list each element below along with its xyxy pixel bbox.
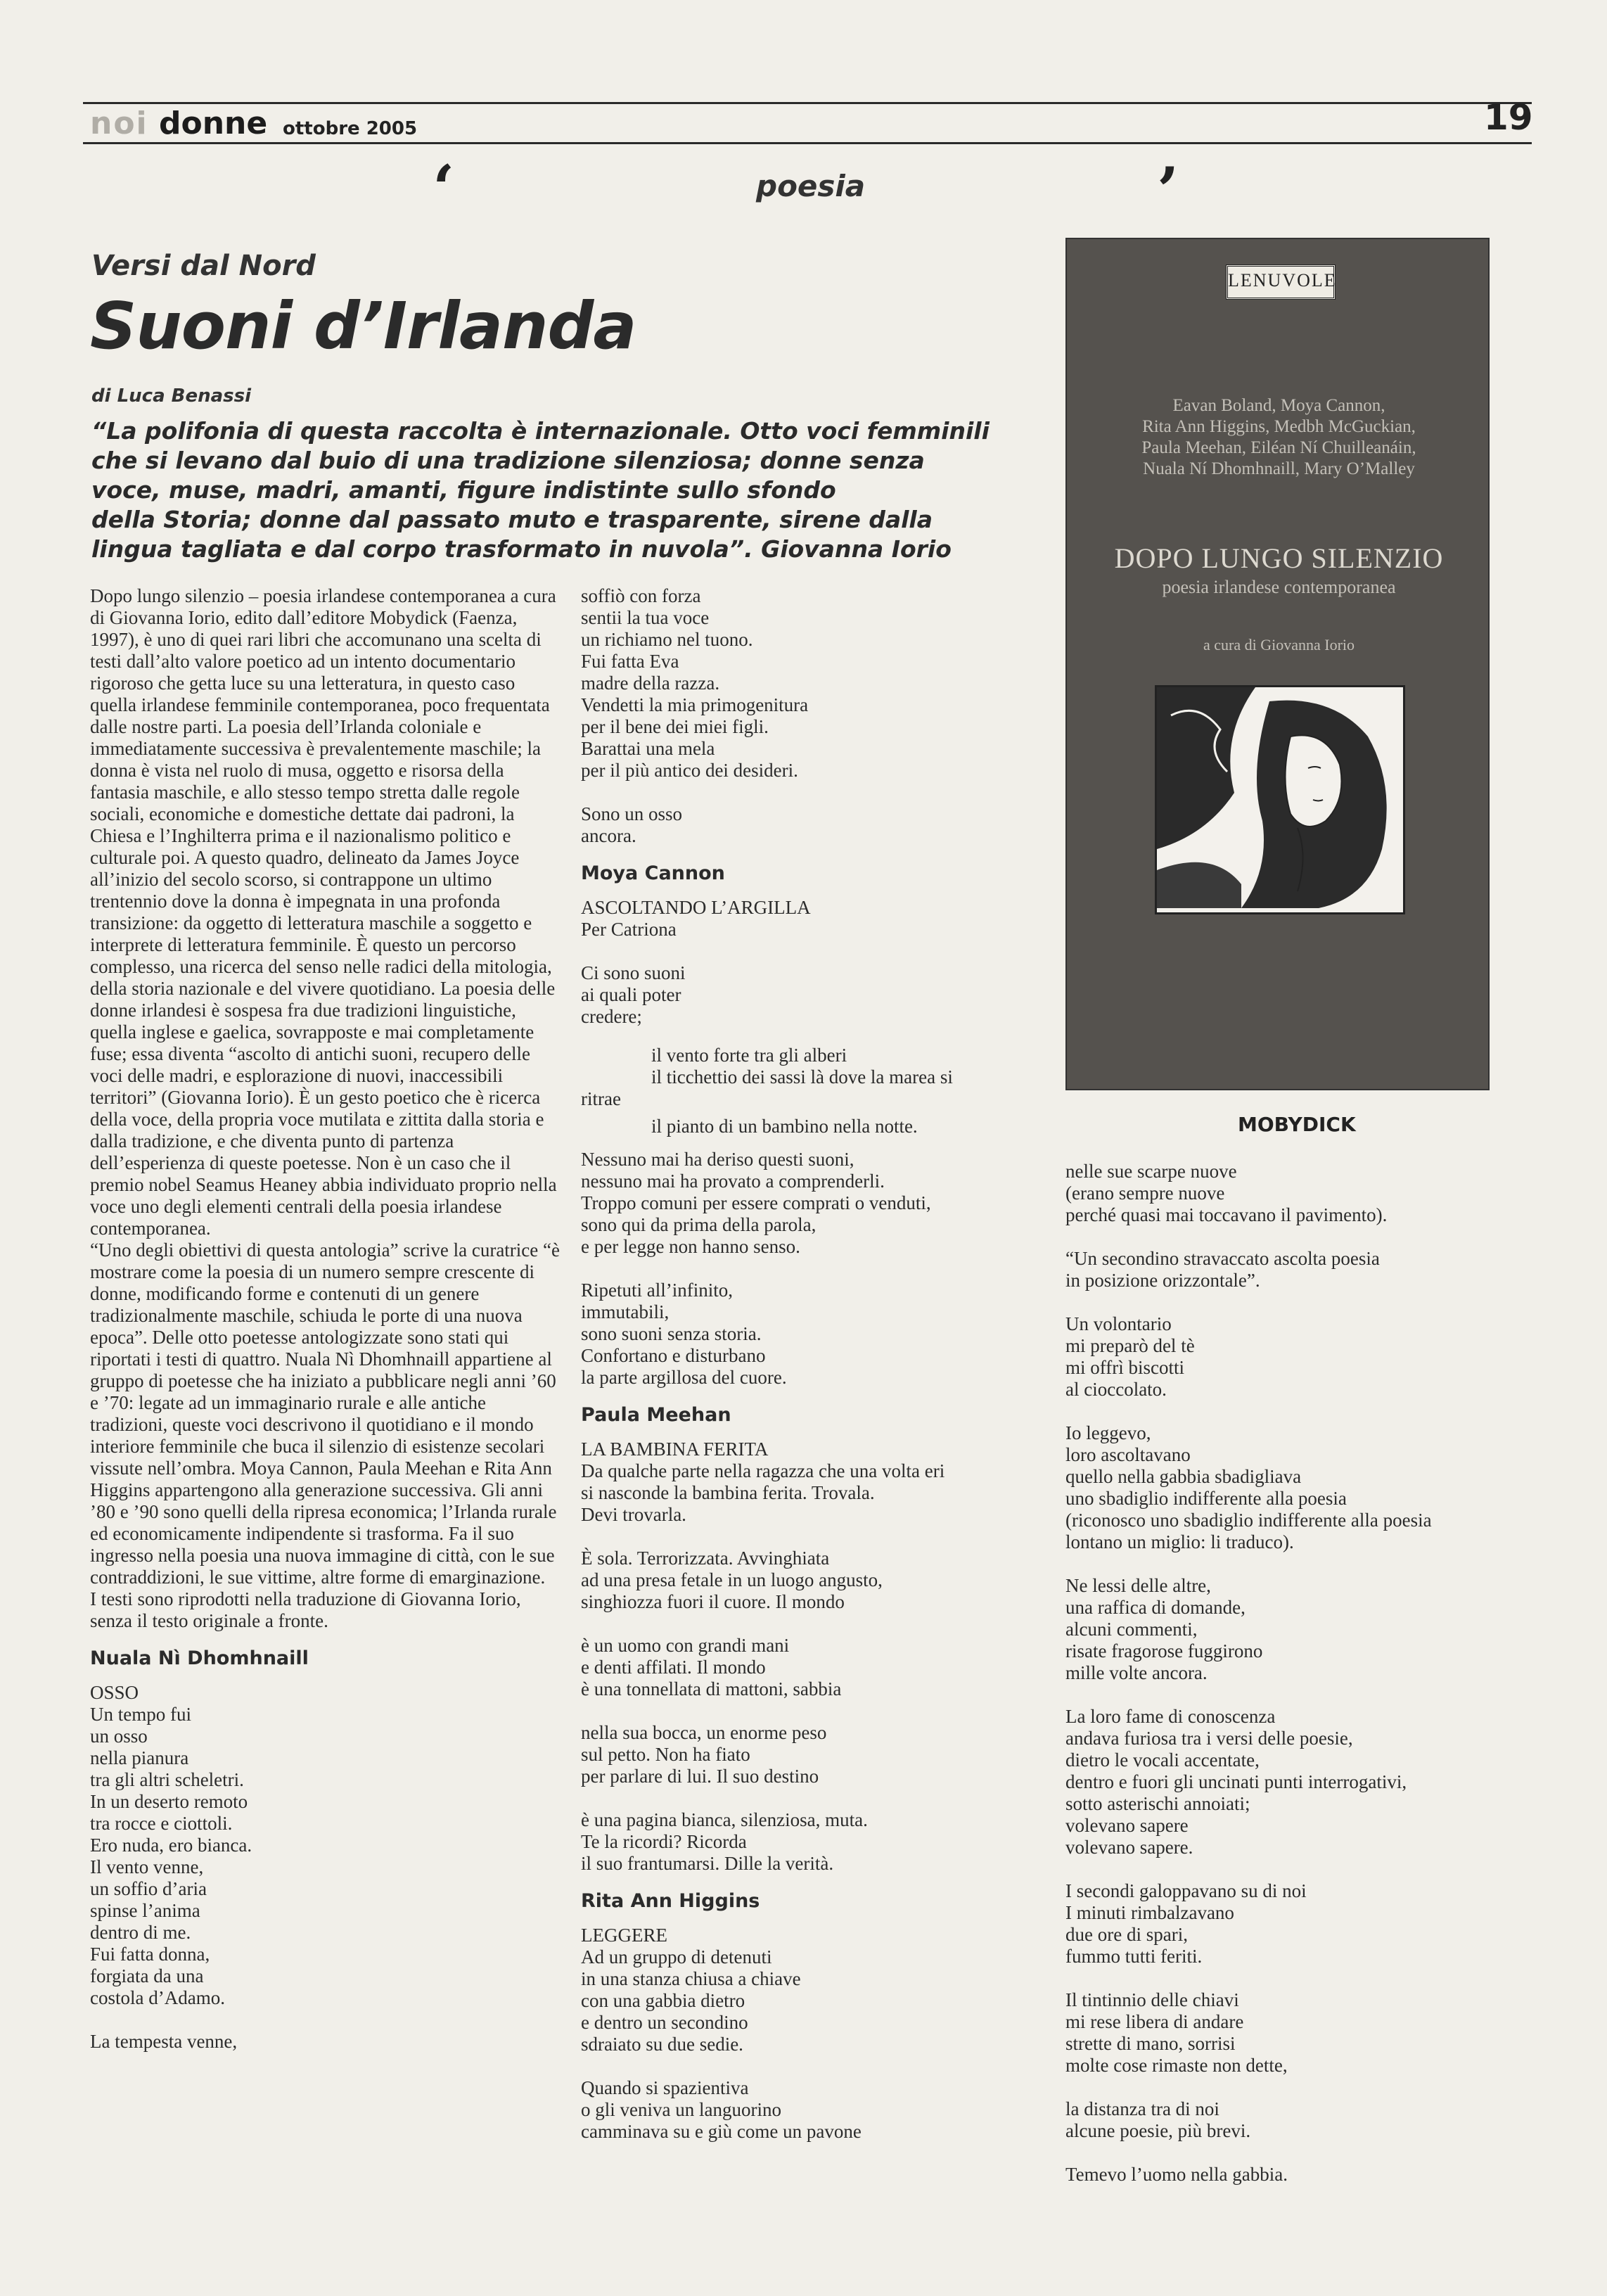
- book-cover-illustration: [1155, 685, 1405, 914]
- column-1: [90, 585, 560, 2053]
- book-title: DOPO LUNGO SILENZIO: [1114, 542, 1444, 574]
- book-subtitle: poesia irlandese contemporanea: [1162, 577, 1396, 597]
- masthead-donne: donne: [158, 106, 268, 141]
- column-2: [581, 585, 1066, 2143]
- section-quote-open: ‘: [433, 151, 455, 226]
- book-series-label: LENUVOLE: [1226, 264, 1336, 300]
- poem-indent-line: il pianto di un bambino nella notte.: [651, 1116, 918, 1137]
- poet-heading-moya: Moya Cannon: [581, 862, 725, 884]
- book-curator: a cura di Giovanna Iorio: [1203, 636, 1355, 653]
- poem-bambina-ferita: LA BAMBINA FERITA Da qualche parte nella ragazza che una volta eri si nasconde la bambina ferita. Trovala. Devi trovarla. È sola. Terrorizzata. Avvinghiata ad una presa fetale in un luogo angusto, singhiozza fuori il cuore. Il mondo è un uomo con grandi mani e denti affilati. Il mondo è una tonnellata di mattoni, sabbia nella sua bocca, un enorme peso sul petto. Non ha fiato per parlare di lui. Il suo destino è una pagina bianca, silenziosa, muta. Te la ricordi? Ricorda il suo frantumarsi. Dille la verità.: [581, 1439, 945, 1874]
- poet-heading-nuala: Nuala Nì Dhomhnaill: [90, 1647, 309, 1669]
- poem-leggere-part2: nelle sue scarpe nuove (erano sempre nuove perché quasi mai toccavano il pavimento). “Un secondino stravaccato ascolta poesia in posizione orizzontale”. Un volontario mi preparò del tè mi offrì biscotti al cioccolato. Io leggevo, loro ascoltavano quello nella gabbia sbadigliava uno sbadiglio indifferente alla poesia (riconosco uno sbadiglio indifferente alla poesia lontano un miglio: li traduco). Ne lessi delle altre, una raffica di domande, alcuni commenti, risate fragorose fuggirono mille volte ancora. La loro fame di conoscenza andava furiosa tra i versi delle poesie, dietro le vocali accentate, dentro e fuori gli uncinati punti interrogativi, sotto asterischi annoiati; volevano sapere volevano sapere. I secondi galoppavano su di noi I minuti rimbalzavano due ore di spari, fummo tutti feriti. Il tintinnio delle chiavi mi rese libera di andare strette di mano, sorrisi molte cose rimaste non dette, la distanza tra di noi alcune poesie, più brevi. Temevo l’uomo nella gabbia.: [1065, 1161, 1432, 2185]
- section-label: poesia: [756, 169, 866, 203]
- column-3: [1065, 1161, 1516, 2186]
- article-title: Suoni d’Irlanda: [90, 288, 636, 364]
- article-lead-quote: “La polifonia di questa raccolta è internazionale. Otto voci femminili che si levano dal buio di una tradizione silenziosa; donne senza voce, muse, madri, amanti, figure indistinte sullo sfondo della Storia; donne dal passato muto e trasparente, sirene dalla lingua tagliata e dal corpo trasformato in nuvola”. Giovanna Iorio: [91, 417, 990, 563]
- page-number: 19: [1484, 97, 1533, 138]
- header-top-rule: [83, 102, 1532, 104]
- book-cover: [1065, 238, 1490, 1090]
- masthead-noi: noi: [90, 106, 148, 141]
- publisher-name: MOBYDICK: [1238, 1113, 1356, 1136]
- poet-heading-rita: Rita Ann Higgins: [581, 1890, 760, 1912]
- article-body: Dopo lungo silenzio – poesia irlandese contemporanea a cura di Giovanna Iorio, edito dall’editore Mobydick (Faenza, 1997), è uno di quei rari libri che accomunano una scelta di testi dall’alto valore poetico ad un intento documentario rigoroso che getta luce su una letteratura, in questo caso quella irlandese femminile contemporanea, poco frequentata dalle nostre parti. La poesia dell’Irlanda coloniale e immediatamente successiva è prevalentemente maschile; la donna è vista nel ruolo di musa, oggetto e risorsa della fantasia maschile, e allo stesso tempo stretta dalle regole sociali, economiche e domestiche dettate dai padroni, la Chiesa e l’Inghilterra prima e il nazionalismo politico e culturale poi. A questo quadro, delineato da James Joyce all’inizio del secolo scorso, si contrappone un ultimo trentennio dove la donna è impegnata in una profonda transizione: da oggetto di letteratura maschile a soggetto e interprete di letteratura femminile. È questo un percorso complesso, una ricerca del senso nelle radici della mitologia, della storia nazionale e del vivere quotidiano. La poesia delle donne irlandesi è sospesa fra due tradizioni linguistiche, quella inglese e gaelica, sovrapposte e mai completamente fuse; essa diventa “ascolto di antichi suoni, recupero delle voci delle madri, e esplorazione di nuovi, inaccessibili territori” (Giovanna Iorio). È un gesto poetico che è ricerca della voce, della propria voce mutilata e zittita dalla storia e dalla tradizione, e che diventa punto di partenza dell’esperienza di queste poetesse. Non è un caso che il premio nobel Seamus Heaney abbia individuato proprio nella voce uno degli elementi centrali della poesia irlandese contemporanea. “Uno degli obiettivi di questa antologia” scrive la curatrice “è mostrare come la poesia di un numero sempre crescente di donne, modificando forme e contenuti di un genere tradizionalmente maschile, schiuda le porte di una nuova epoca”. Delle otto poetesse antologizzate sono stati qui riportati i testi di quattro. Nuala Nì Dhomhnaill appartiene al gruppo di poetesse che ha iniziato a pubblicare negli anni ’60 e ’70: legate ad un immaginario rurale e alle antiche tradizioni, queste voci descrivono il quotidiano e il mondo interiore femminile che buca il silenzio di esistenze secolari vissute nell’ombra. Moya Cannon, Paula Meehan e Rita Ann Higgins appartengono alla generazione successiva. Gli anni ’80 e ’90 sono quelli della ripresa economica; l’Irlanda rurale ed economicamente indipendente si trasforma. Fa il suo ingresso nella poesia una nuova immagine di città, con le sue contraddizioni, le sue vittime, altre forme di emarginazione. I testi sono riprodotti nella traduzione di Giovanna Iorio, senza il testo originale a fronte.: [90, 585, 560, 1631]
- header-bottom-rule: [83, 142, 1532, 144]
- section-quote-close: ’: [1157, 153, 1179, 228]
- poem-leggere-part1: LEGGERE Ad un gruppo di detenuti in una stanza chiusa a chiave con una gabbia dietro e dentro un secondino sdraiato su due sedie. Quando si spazientiva o gli veniva un languorino camminava su e giù come un pavone: [581, 1925, 862, 2142]
- article-byline: di Luca Benassi: [91, 385, 252, 407]
- poem-osso-part2: soffiò con forza sentii la tua voce un richiamo nel tuono. Fui fatta Eva madre della razza. Vendetti la mia primogenitura per il bene dei miei figli. Barattai una mela per il più antico dei desideri. Sono un osso ancora.: [581, 585, 809, 846]
- woman-portrait-illustration: [1157, 687, 1399, 908]
- issue-date: ottobre 2005: [283, 118, 418, 139]
- poet-heading-paula: Paula Meehan: [581, 1404, 731, 1426]
- masthead: [90, 106, 267, 141]
- poem-ascoltando-argilla: ASCOLTANDO L’ARGILLA Per Catriona Ci sono suoni ai quali poter credere;: [581, 897, 811, 1027]
- poem-osso-part1: OSSO Un tempo fui un osso nella pianura tra gli altri scheletri. In un deserto remoto tra rocce e ciottoli. Ero nuda, ero bianca. Il vento venne, un soffio d’aria spinse l’anima dentro di me. Fui fatta donna, forgiata da una costola d’Adamo. La tempesta venne,: [90, 1682, 252, 2052]
- poem-indent-line: il vento forte tra gli alberi: [651, 1045, 847, 1066]
- book-authors: Eavan Boland, Moya Cannon, Rita Ann Higgins, Medbh McGuckian, Paula Meehan, Eiléan Ní Chuilleanáin, Nuala Ní Dhomhnaill, Mary O’Malley: [1141, 396, 1416, 478]
- poem-indent-line: il ticchettio dei sassi là dove la marea si: [651, 1066, 953, 1088]
- poem-ascoltando-argilla-cont: Nessuno mai ha deriso questi suoni, nessuno mai ha provato a comprenderli. Troppo comuni per essere comprati o venduti, sono qui da prima della parola, e per legge non hanno senso. Ripetuti all’infinito, immutabili, sono suoni senza storia. Confortano e disturbano la parte argillosa del cuore.: [581, 1149, 931, 1388]
- article-kicker: Versi dal Nord: [91, 250, 316, 282]
- poem-ritrae-line: ritrae: [581, 1088, 621, 1109]
